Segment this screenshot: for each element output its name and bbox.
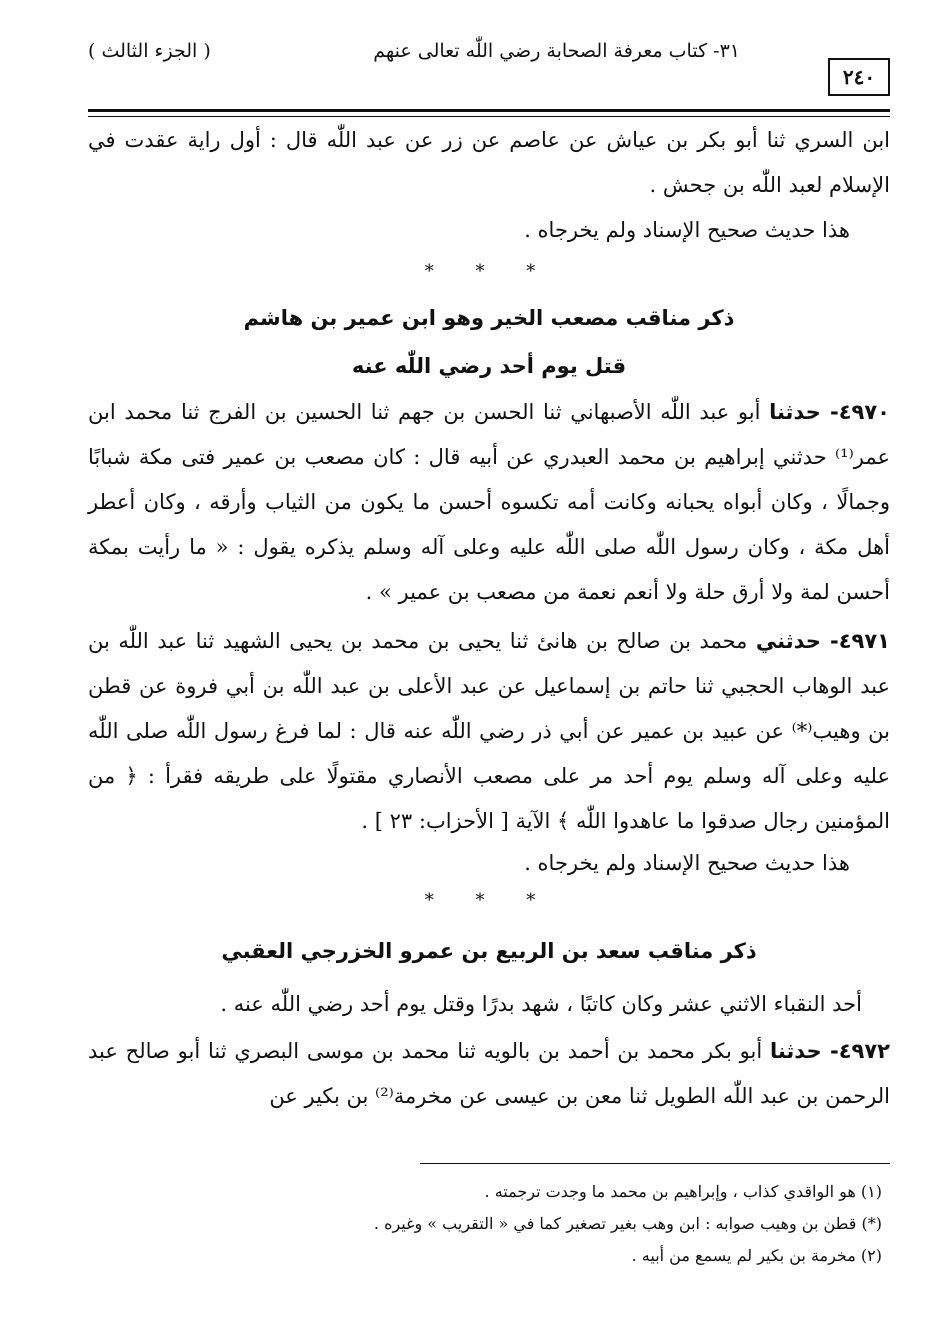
- hadith-number: ٤٩٧٠- حدثنا: [769, 400, 890, 424]
- hadith-text: أبو بكر محمد بن أحمد بن بالويه ثنا محمد بن موسى البصري ثنا أبو صالح عبد الرحمن بن عبد اللّٰه الطويل ثنا معن بن عيسى عن مخرمة⁽²⁾ بن بكير عن: [88, 1039, 890, 1108]
- section-heading: ذكر مناقب مصعب الخير وهو ابن عمير بن هاشم: [243, 306, 735, 330]
- separator: * * *: [424, 890, 554, 911]
- section-subheading: قتل يوم أحد رضي اللّٰه عنه: [351, 354, 627, 378]
- hadith-text: أبو عبد اللّٰه الأصبهاني ثنا الحسن بن جهم ثنا الحسين بن الفرج ثنا محمد ابن عمر⁽¹⁾ حدثني إبراهيم بن محمد العبدري عن أبيه قال : كان مصعب بن عمير فتى مكة شبابًا وجمالًا ، وكان أبواه يحبانه وكانت أمه تكسوه أحسن ما يكون من الثياب وأرقه ، وكان أعطر أهل مكة ، وكان رسول اللّٰه صلى اللّٰه عليه وعلى آله وسلم يذكره يقول : « ما رأيت بمكة أحسن لمة ولا أرق حلة ولا أنعم نعمة من مصعب بن عمير » .: [88, 400, 890, 604]
- paragraph: هذا حديث صحيح الإسناد ولم يخرجاه .: [524, 218, 850, 242]
- hadith-text: محمد بن صالح بن هانئ ثنا يحيى بن محمد بن يحيى الشهيد ثنا عبد اللّٰه بن عبد الوهاب الحجبي ثنا حاتم بن إسماعيل عن عبد الأعلى بن عبد اللّٰه بن أبي فروة عن قطن بن وهيب⁽*⁾ عن عبيد بن عمير عن أبي ذر رضي اللّٰه عنه قال : لما فرغ رسول اللّٰه صلى اللّٰه عليه وعلى آله وسلم يوم أحد مر على مصعب الأنصاري مقتولًا على طريقه فقرأ : ﴿ من المؤمنين رجال صدقوا ما عاهدوا اللّٰه ﴾ الآية [ الأحزاب: ٢٣ ] .: [88, 629, 890, 833]
- footnote: (٢) مخرمة بن بكير لم يسمع من أبيه .: [631, 1246, 882, 1265]
- section-heading: ذكر مناقب سعد بن الربيع بن عمرو الخزرجي العقبي: [221, 939, 757, 963]
- hadith-4972: [88, 1029, 890, 1119]
- footnote-rule: [420, 1163, 890, 1164]
- page-header: [88, 36, 890, 89]
- header-rule: [88, 109, 890, 112]
- header-title: ٣١- كتاب معرفة الصحابة رضي اللّٰه تعالى عنهم: [373, 40, 740, 62]
- paragraph: ابن السري ثنا أبو بكر بن عياش عن عاصم عن زر عن عبد اللّٰه قال : أول راية عقدت في الإسلام لعبد اللّٰه بن جحش .: [88, 128, 890, 197]
- footnote: (١) هو الواقدي كذاب ، وإبراهيم بن محمد ما وجدت ترجمته .: [484, 1182, 882, 1201]
- header-rule-thin: [88, 116, 890, 117]
- page-number: ٢٤٠: [828, 58, 890, 96]
- footnote: (*) قطن بن وهيب صوابه : ابن وهب بغير تصغير كما في « التقريب » وغيره .: [373, 1214, 882, 1233]
- paragraph: أحد النقباء الاثني عشر وكان كاتبًا ، شهد بدرًا وقتل يوم أحد رضي اللّٰه عنه .: [220, 992, 862, 1016]
- hadith-number: ٤٩٧١- حدثني: [755, 629, 890, 653]
- footnotes: [88, 1176, 890, 1272]
- hadith-4971: [88, 619, 890, 844]
- main-text: [88, 118, 890, 1119]
- hadith-number: ٤٩٧٢- حدثنا: [769, 1039, 890, 1063]
- separator: * * *: [424, 261, 554, 282]
- header-volume: ( الجزء الثالث ): [88, 40, 211, 62]
- hadith-4970: [88, 390, 890, 615]
- paragraph: هذا حديث صحيح الإسناد ولم يخرجاه .: [524, 851, 850, 875]
- running-header: [88, 36, 890, 76]
